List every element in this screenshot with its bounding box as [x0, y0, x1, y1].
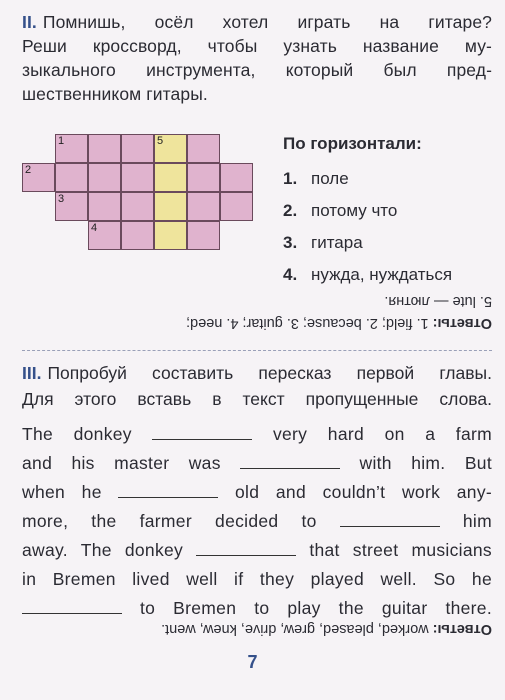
clue-item: 2. потому что — [283, 201, 398, 220]
answers-label: Ответы: — [432, 621, 492, 637]
task-3-line-2: Для этого вставь в текст пропущенные слова. — [22, 389, 492, 409]
clue-item: 1. поле — [283, 169, 349, 188]
fill-in-story: The donkey very hard on a farm and his master was with him. But when he old and couldn’t work any- more, the farmer decided to him away. The donkey that street musicians in Bremen lived well if they played well. So he to Bremen to play the guitar there. — [22, 420, 492, 623]
blank-4[interactable] — [340, 508, 440, 527]
crossword-cell[interactable] — [121, 163, 154, 192]
crossword-cell[interactable] — [187, 163, 220, 192]
task-2-instructions — [22, 10, 492, 106]
crossword-cell[interactable] — [55, 192, 88, 221]
task-2-line-1: Помнишь, осёл хотел играть на гитаре? — [42, 12, 492, 32]
crossword-cell[interactable] — [88, 134, 121, 163]
crossword-key-cell[interactable] — [154, 134, 187, 163]
crossword-cell[interactable] — [187, 192, 220, 221]
blank-3[interactable] — [118, 479, 218, 498]
crossword-key-cell[interactable] — [154, 163, 187, 192]
task-3-answers-upside-down — [22, 618, 492, 640]
page-number: 7 — [247, 652, 258, 672]
blank-1[interactable] — [152, 421, 252, 440]
crossword-cell[interactable] — [22, 163, 55, 192]
answers-label: Ответы: — [432, 315, 492, 331]
crossword-key-cell[interactable] — [154, 192, 187, 221]
crossword-cell[interactable] — [121, 134, 154, 163]
section-divider — [22, 350, 492, 351]
clue-number-4: 4 — [91, 222, 98, 234]
crossword-cell[interactable] — [187, 221, 220, 250]
crossword-cell[interactable] — [55, 134, 88, 163]
task-2-line-3: зыкального инструмента, который был пред- — [22, 60, 492, 80]
clue-item: 4. нужда, нуждаться — [283, 265, 453, 284]
answers-text: worked, pleased, grew, drive, knew, went. — [161, 621, 429, 637]
blank-6[interactable] — [22, 595, 122, 614]
clue-number-1: 1 — [58, 135, 65, 147]
crossword-cell[interactable] — [220, 192, 253, 221]
clue-number-2: 2 — [25, 164, 32, 176]
task-3-line-1: Попробуй составить пересказ первой главы. — [47, 363, 492, 383]
clue-item: 3. гитара — [283, 233, 363, 252]
clues-heading: По горизонтали: — [283, 134, 422, 153]
blank-5[interactable] — [196, 537, 296, 556]
clue-number-5: 5 — [157, 135, 164, 147]
crossword-cell[interactable] — [121, 221, 154, 250]
crossword-cell[interactable] — [55, 163, 88, 192]
crossword-cell[interactable] — [88, 192, 121, 221]
answers-line-1: 1. field; 2. because; 3. guitar; 4. need; — [186, 315, 429, 331]
crossword-cell[interactable] — [88, 163, 121, 192]
crossword-cell[interactable] — [88, 221, 121, 250]
crossword-cell[interactable] — [220, 163, 253, 192]
task-2-number: II. — [22, 12, 37, 32]
horizontal-clues — [283, 131, 498, 291]
task-2-answers-upside-down — [22, 288, 492, 334]
crossword-key-cell[interactable] — [154, 221, 187, 250]
task-2-line-4: шественником гитары. — [22, 84, 208, 104]
crossword-cell[interactable] — [187, 134, 220, 163]
task-2-line-2: Реши кроссворд, чтобы узнать название му- — [22, 36, 492, 56]
task-3-instructions — [22, 360, 492, 412]
clue-number-3: 3 — [58, 193, 65, 205]
answers-line-2: 5. lute — лютня. — [384, 293, 492, 309]
crossword-cell[interactable] — [121, 192, 154, 221]
blank-2[interactable] — [240, 450, 340, 469]
task-3-number: III. — [22, 363, 42, 383]
